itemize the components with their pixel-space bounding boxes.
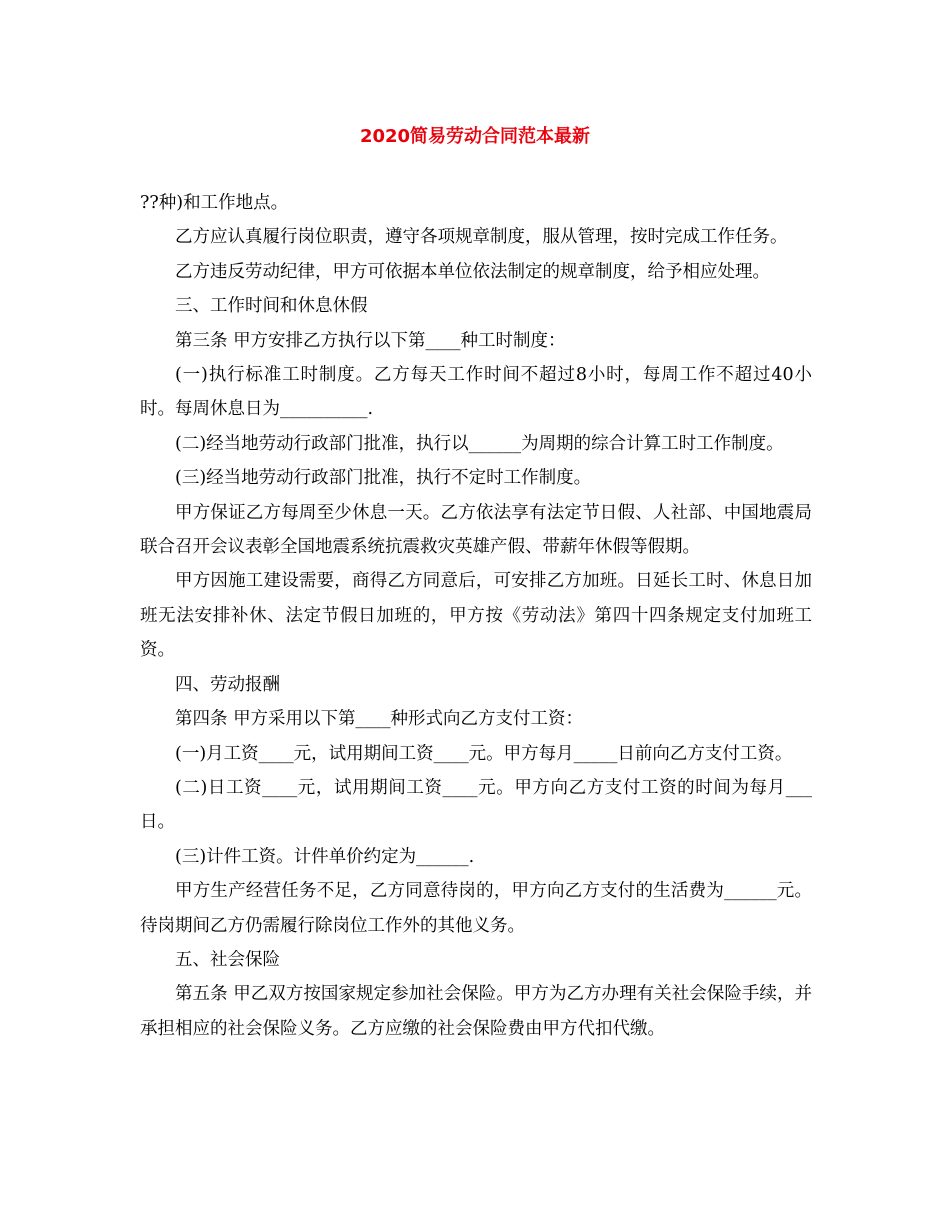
- paragraph: 第四条 甲方采用以下第____种形式向乙方支付工资：: [175, 709, 584, 730]
- paragraph: (二)经当地劳动行政部门批准，执行以______为周期的综合计算工时工作制度。: [175, 433, 784, 454]
- document-title: 2020简易劳动合同范本最新: [359, 126, 591, 147]
- paragraph: (三)经当地劳动行政部门批准，执行不定时工作制度。: [175, 468, 592, 489]
- paragraph: (一)月工资____元，试用期间工资____元。甲方每月_____日前向乙方支付工资。: [175, 743, 793, 764]
- paragraph: 甲方保证乙方每周至少休息一天。乙方依法享有法定节日假、人社部、中国地震局联合召开会议表彰全国地震系统抗震救灾英雄产假、带薪年休假等假期。: [140, 502, 812, 558]
- paragraph: 乙方应认真履行岗位职责，遵守各项规章制度，服从管理，按时完成工作任务。: [175, 227, 788, 248]
- paragraph: 甲方生产经营任务不足，乙方同意待岗的，甲方向乙方支付的生活费为______元。待岗期间乙方仍需履行除岗位工作外的其他义务。: [140, 881, 812, 936]
- paragraph: (一)执行标准工时制度。乙方每天工作时间不超过8小时，每周工作不超过40小时。每周休息日为__________.: [140, 365, 812, 420]
- paragraph: 乙方违反劳动纪律，甲方可依据本单位依法制定的规章制度，给予相应处理。: [175, 261, 770, 282]
- paragraph: 甲方因施工建设需要，商得乙方同意后，可安排乙方加班。日延长工时、休息日加班无法安排补休、法定节假日加班的，甲方按《劳动法》第四十四条规定支付加班工资。: [140, 571, 812, 661]
- paragraph: ??种)和工作地点。: [140, 193, 289, 213]
- paragraph: 三、工作时间和休息休假: [175, 296, 368, 317]
- paragraph: 四、劳动报酬: [175, 674, 280, 695]
- paragraph: 五、社会保险: [175, 949, 280, 970]
- paragraph: (三)计件工资。计件单价约定为______.: [175, 846, 475, 867]
- document-body: [140, 186, 812, 1046]
- paragraph: 第三条 甲方安排乙方执行以下第____种工时制度：: [175, 330, 566, 351]
- paragraph: (二)日工资____元，试用期间工资____元。甲方向乙方支付工资的时间为每月___日。: [140, 777, 812, 833]
- paragraph: 第五条 甲乙双方按国家规定参加社会保险。甲方为乙方办理有关社会保险手续，并承担相应的社会保险义务。乙方应缴的社会保险费由甲方代扣代缴。: [140, 984, 812, 1039]
